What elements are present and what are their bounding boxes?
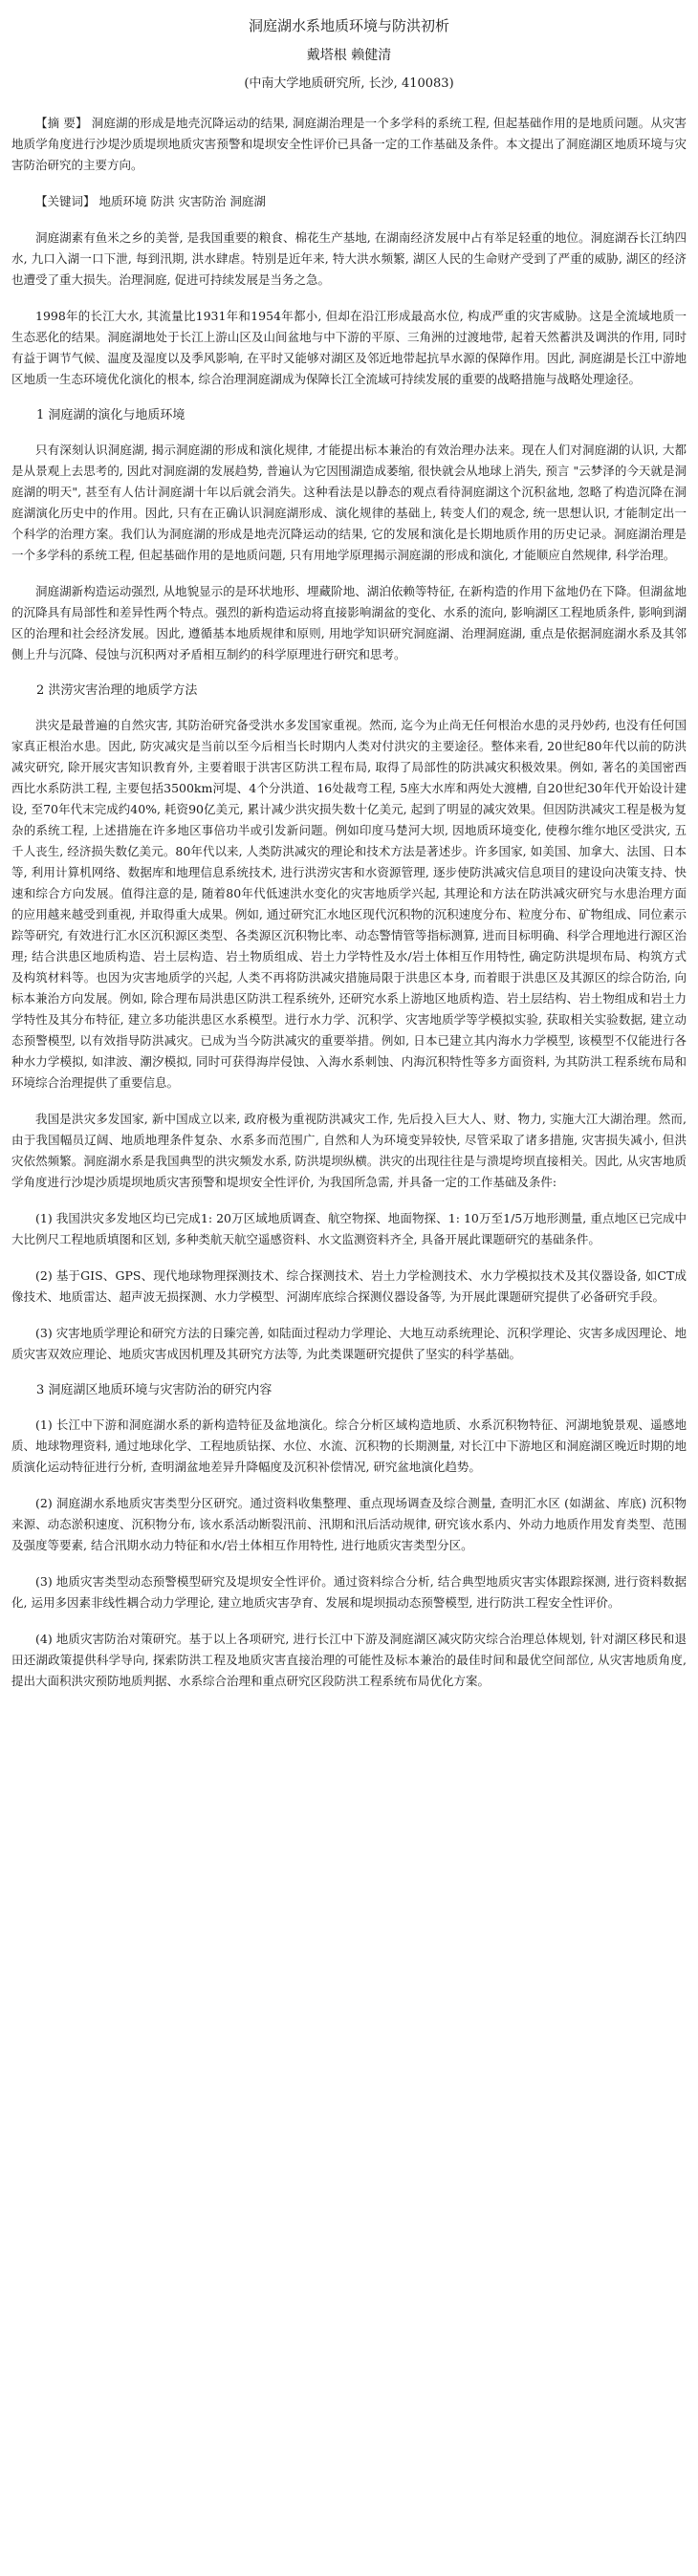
abstract-label: 【摘 要】 bbox=[35, 116, 88, 130]
abstract-text: 洞庭湖的形成是地壳沉降运动的结果, 洞庭湖治理是一个多学科的系统工程, 但起基础作用的是地质问题。从灾害地质学角度进行沙堤沙质堤坝地质灾害预警和堤坝安全性评价已具备一定的工作基础及条件。本文提出了洞庭湖区地质环境与灾害防治研究的主要方向。 bbox=[11, 116, 687, 172]
intro-paragraph: 洞庭湖素有鱼米之乡的美誉, 是我国重要的粮食、棉花生产基地, 在湖南经济发展中占有举足轻重的地位。洞庭湖吞长江纳四水, 九口入湖一口下泄, 每到汛期, 洪水肆虐。特别是近年来, 特大洪水频繁, 湖区人民的生命财产受到了严重的威胁, 湖区的经济也遭受了重大损失。治理洞庭, 促进可持续发展是当务之急。 bbox=[11, 230, 687, 287]
section-1-paragraph: 洞庭湖新构造运动强烈, 从地貌显示的是环状地形、埋藏阶地、湖泊依赖等特征, 在新构造的作用下盆地仍在下降。但湖盆地的沉降具有局部性和差异性两个特点。强烈的新构造运动将直接影响湖盆的变化、水系的流向, 影响湖区工程地质条件, 影响到湖区的治理和社会经济发展。因此, 遵循基本地质规律和原则, 用地学知识研究洞庭湖、治理洞庭湖, 重点是依据洞庭湖水系及其邻侧上升与沉降、侵蚀与沉积两对矛盾相互制约的科学原理进行研究和思考。 bbox=[11, 584, 687, 661]
keywords-text: 地质环境 防洪 灾害防治 洞庭湖 bbox=[98, 194, 266, 208]
keywords-label: 【关键词】 bbox=[35, 194, 96, 208]
section-3-heading: 3 洞庭湖区地质环境与灾害防治的研究内容 bbox=[36, 1383, 273, 1397]
section-2-paragraph: 我国是洪灾多发国家, 新中国成立以来, 政府极为重视防洪减灾工作, 先后投入巨大人、财、物力, 实施大江大湖治理。然而, 由于我国幅员辽阔、地质地理条件复杂、水系多而范围广, 自然和人为环境变异较快, 尽管采取了诸多措施, 灾害损失减小, 但洪灾依然频繁。洞庭湖水系是我国典型的洪灾频发水系, 防洪堤坝纵横。洪灾的出现往往是与溃堤垮坝直接相关。因此, 从灾害地质学角度进行沙堤沙质堤坝地质灾害预警和堤坝安全性评价, 为我国所急需, 并具备一定的工作基础及条件: bbox=[11, 1112, 687, 1189]
abstract-block bbox=[11, 113, 687, 176]
section-3-list-item: (3) 地质灾害类型动态预警模型研究及堤坝安全性评价。通过资料综合分析, 结合典型地质灾害实体跟踪探测, 进行资料数据化, 运用多因素非线性耦合动力学理论, 建立地质灾害孕育、发展和堤坝损动态预警模型, 进行防洪工程安全性评价。 bbox=[11, 1574, 687, 1610]
keywords-block bbox=[11, 191, 687, 212]
section-2-list-item: (1) 我国洪灾多发地区均已完成1: 20万区域地质调查、航空物探、地面物探、1: 10万至1/5万地形测量, 重点地区已完成中大比例尺工程地质填图和区划, 多种类航天航空遥感资料、水文监测资料齐全, 具备开展此课题研究的基础条件。 bbox=[11, 1211, 687, 1246]
section-2-heading: 2 洪涝灾害治理的地质学方法 bbox=[36, 683, 198, 698]
section-3-list-item: (2) 洞庭湖水系地质灾害类型分区研究。通过资料收集整理、重点现场调查及综合测量, 查明汇水区 (如湖盆、库底) 沉积物来源、动态淤积速度、沉积物分布, 该水系活动断裂汛前、汛期和汛后活动规律, 研究该水系内、外动力地质作用发育类型、范围及强度等要素, 结合汛期水动力特征和水/岩土体相互作用特性, 进行地质灾害类型分区。 bbox=[11, 1496, 687, 1552]
section-1-paragraph: 只有深刻认识洞庭湖, 揭示洞庭湖的形成和演化规律, 才能提出标本兼治的有效治理办法来。现在人们对洞庭湖的认识, 大都是从景观上去思考的, 因此对洞庭湖的发展趋势, 普遍认为它因围湖造成萎缩, 很快就会从地球上消失, 预言 "云梦泽的今天就是洞庭湖的明天", 甚至有人估计洞庭湖十年以后就会消失。这种看法是以静态的观点看待洞庭湖这个沉积盆地, 忽略了构造沉降在洞庭湖演化历史中的作用。因此, 只有在正确认识洞庭湖形成、演化规律的基础上, 转变人们的观念, 统一思想认识, 才能制定出一个科学的治理方案。我们认为洞庭湖的形成是地壳沉降运动的结果, 它的发展和演化是长期地质作用的历史记录。洞庭湖治理是一个多学科的系统工程, 但起基础作用的是地质问题, 只有用地学原理揭示洞庭湖的形成和演化, 才能顺应自然规律, 科学治理。 bbox=[11, 443, 687, 562]
paper-title: 洞庭湖水系地质环境与防洪初析 bbox=[248, 17, 449, 34]
section-2-list-item: (3) 灾害地质学理论和研究方法的日臻完善, 如陆面过程动力学理论、大地互动系统理论、沉积学理论、灾害多成因理论、地质灾害双效应理论、地质灾害成因机理及其研究方法等, 为此类课题研究提供了坚实的科学基础。 bbox=[11, 1326, 687, 1361]
paper-affiliation: (中南大学地质研究所, 长沙, 410083) bbox=[244, 76, 454, 91]
intro-paragraph: 1998年的长江大水, 其流量比1931年和1954年都小, 但却在沿江形成最高水位, 构成严重的灾害威胁。这是全流域地质一生态恶化的结果。洞庭湖地处于长江上游山区及山间盆地与中下游的平原、三角洲的过渡地带, 起着天然蓄洪及调洪的作用, 同时有益于调节气候、温度及湿度以及季风影响, 在平时又能够对湖区及邻近地带起抗旱水源的保障作用。因此, 洞庭湖是长江中游地区地质一生态环境优化演化的根本, 综合治理洞庭湖成为保障长江全流域可持续发展的重要的战略措施与战略处理途径。 bbox=[11, 309, 687, 386]
section-3-list-item: (4) 地质灾害防治对策研究。基于以上各项研究, 进行长江中下游及洞庭湖区减灾防灾综合治理总体规划, 针对湖区移民和退田还湖政策提供科学导向, 探索防洪工程及地质灾害直接治理的可能性及标本兼治的最佳时间和最优空间部位, 从灾害地质角度, 提出大面积洪灾预防地质判据、水系综合治理和重点研究区段防洪工程系统布局优化方案。 bbox=[11, 1632, 687, 1688]
section-2-paragraph: 洪灾是最普遍的自然灾害, 其防治研究备受洪水多发国家重视。然而, 迄今为止尚无任何根治水患的灵丹妙药, 也没有任何国家真正根治水患。因此, 防灾减灾是当前以至今后相当长时期内人类对付洪灾的主要途径。整体来看, 20世纪80年代以前的防洪减灾研究, 除开展灾害知识教育外, 主要着眼于洪害区防洪工程布局, 取得了局部性的防洪减灾积极效果。例如, 著名的美国密西西比水系防洪工程, 主要包括3500km河堤、4个分洪道、16处裁弯工程, 5座大水库和两处大渡槽, 自20世纪30年代开始设计建设, 至70年代末完成约40%, 耗资90亿美元, 累计减少洪灾损失数十亿美元, 起到了明显的减灾效果。但因防洪减灾工程是极为复杂的系统工程, 上述措施在许多地区事倍功半或引发新问题。例如印度马楚河大坝, 因地质环境变化, 使穆尔维尔地区受洪灾, 五千人丧生, 经济损失数亿美元。80年代以来, 人类防洪减灾的理论和技术方法是著述步。许多国家, 如美国、加拿大、法国、日本等, 利用计算机网络、数据库和地理信息系统技术, 进行洪涝灾害和水资源管理, 逐步使防洪减灾信息项目的建设向决策支持、快速和综合方向发展。值得注意的是, 随着80年代低速洪水变化的灾害地质学兴起, 其理论和方法在防洪减灾研究与水患治理方面的应用越来越受到重视, 并取得重大成果。例如, 通过研究汇水地区现代沉积物的沉积速度分布、粒度分布、矿物组成、同位素示踪等研究, 有效进行汇水区沉积源区类型、各类源区沉积物比率、动态警情管等指标测算, 进而目标明确、科学合理地进行源区治理; 结合洪患区地质构造、岩土层构造、岩土物质组成、岩土力学特性及水/岩土体相互作用特性, 确定防洪堤坝布局、构筑方式及构筑材料等。也因为灾害地质学的兴起, 人类不再将防洪减灾措施局限于洪患区本身, 而着眼于洪患区及其源区的综合防治, 向标本兼治方向发展。例如, 除合理布局洪患区防洪工程系统外, 还研究水系上游地区地质构造、岩土层结构、岩土物组成和岩土力学特性及其分布特征, 建立多功能洪患区水系模型。进行水力学、沉积学、灾害地质学等学模拟实验, 获取相关实验数据, 建立动态预警模型, 以有效指导防洪减灾。已成为当今防洪减灾的重要举措。例如, 日本已建立其内海水力学模型, 该模型不仅能进行各种水力学模拟, 如津波、潮汐模拟, 同时可获得海岸侵蚀、入海水系刺蚀、内海沉积特性等多方面资料, 为其防洪工程系统布局和环境综合治理提供了重要信息。 bbox=[11, 718, 687, 1090]
section-3-list-item: (1) 长江中下游和洞庭湖水系的新构造特征及盆地演化。综合分析区域构造地质、水系沉积物特征、河湖地貌景观、遥感地质、地球物理资料, 通过地球化学、工程地质钻探、水位、水流、沉积物的长期测量, 对长江中下游地区和洞庭湖区晚近时期的地质演化运动特征进行分析, 查明湖盆地差异升降幅度及沉积补偿情况, 研究盆地演化趋势。 bbox=[11, 1418, 687, 1474]
paper-authors: 戴塔根 赖健清 bbox=[306, 48, 392, 63]
section-1-heading: 1 洞庭湖的演化与地质环境 bbox=[36, 408, 185, 422]
section-2-list-item: (2) 基于GIS、GPS、现代地球物理探测技术、综合探测技术、岩土力学检测技术、水力学模拟技术及其仪器设备, 如CT成像技术、地质雷达、超声波无损探测、水力学模型、河湖库底综合探测仪器设备等, 为开展此课题研究提供了必备研究手段。 bbox=[11, 1268, 687, 1304]
